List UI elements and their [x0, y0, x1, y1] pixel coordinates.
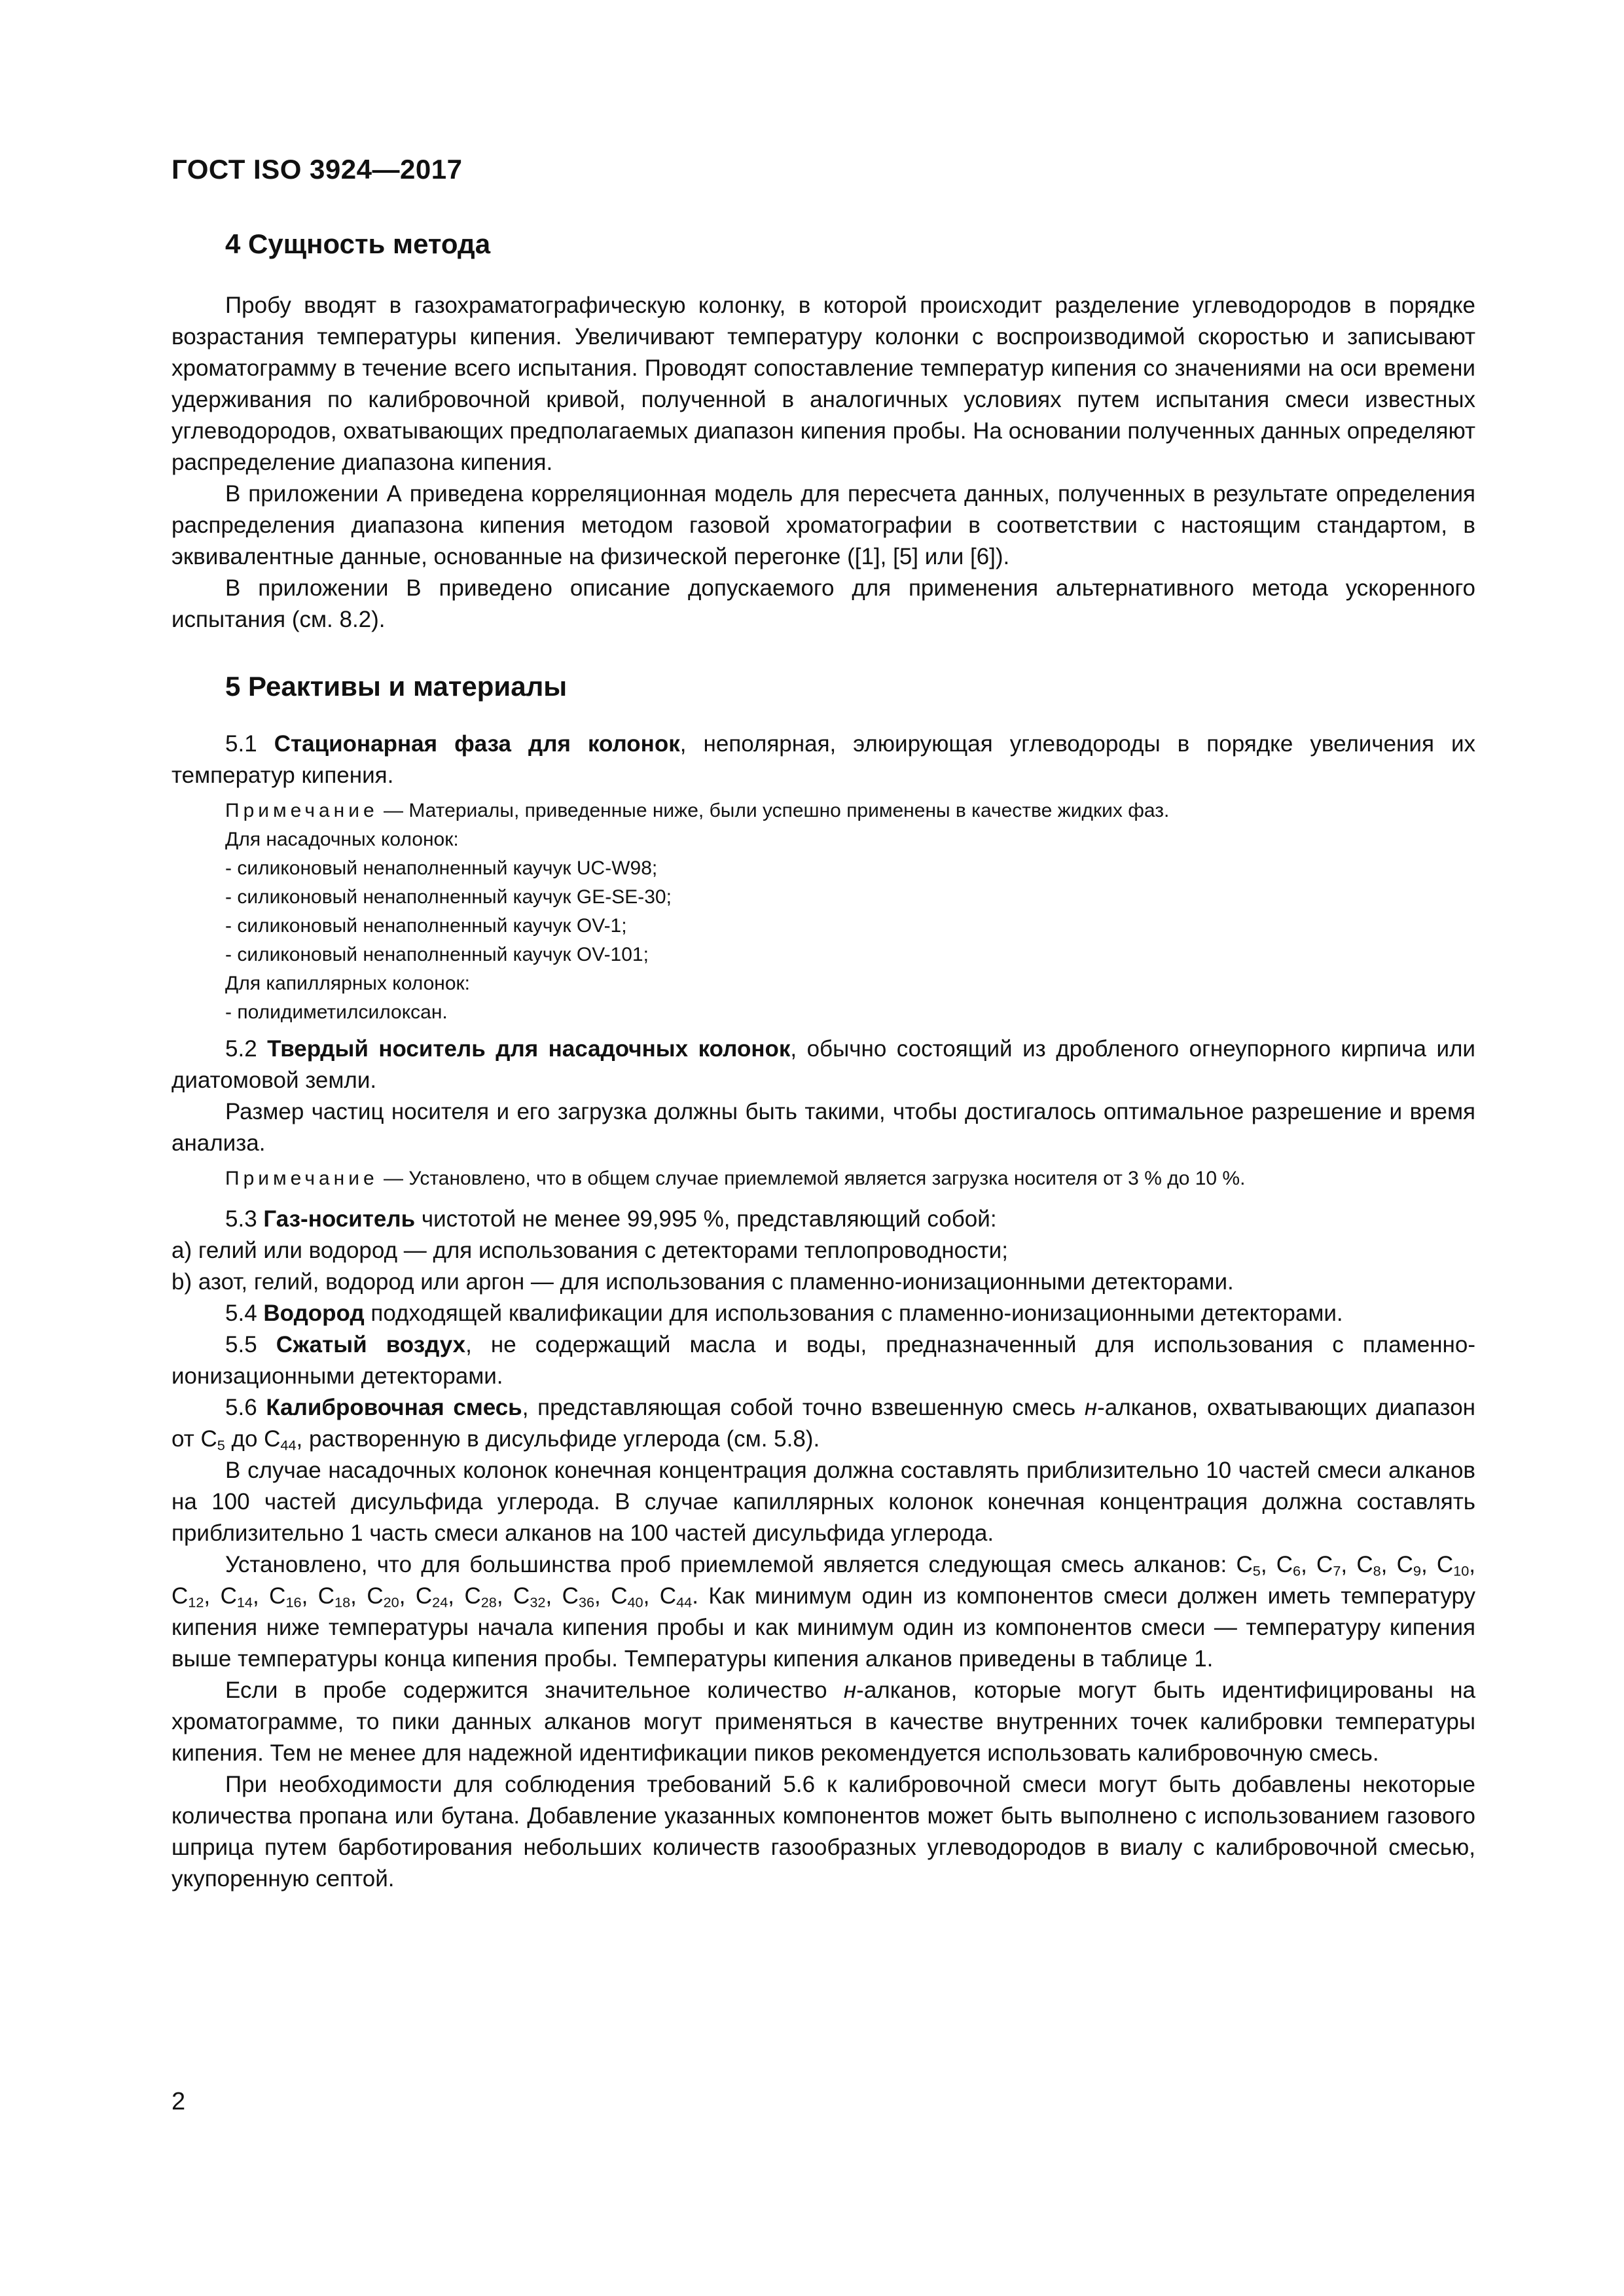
carbon-subscript: 40 [627, 1594, 643, 1611]
carbon-subscript: 28 [480, 1594, 497, 1611]
clause-5-3-item-a: а) гелий или водород — для использования с детекторами теплопроводности; [171, 1238, 1008, 1263]
carbon-subscript: 12 [188, 1594, 204, 1611]
paragraph-text: Если в пробе содержится значительное количество [225, 1677, 844, 1703]
paragraph-text: . Как минимум один из компонентов смеси должен иметь температуру кипения ниже температуры начала кипения пробы и как минимум один из компонентов смеси — температуру кипения выше температуры конца кипения пробы. Температуры кипения алканов приведены в таблице 1. [171, 1583, 1476, 1672]
carbon-subscript: 8 [1373, 1562, 1381, 1579]
document-code: ГОСТ ISO 3924—2017 [171, 154, 463, 185]
carbon-subscript: 7 [1333, 1562, 1341, 1579]
clause-5-6-paragraph-2: В случае насадочных колонок конечная концентрация должна составлять приблизительно 10 частей смеси алканов на 100 частей дисульфида углерода. В случае капиллярных колонок конечная концентрация должна составлять приблизительно 1 часть смеси алканов на 100 частей дисульфида углерода. [171, 1458, 1475, 1546]
clause-text: чистотой не менее 99,995 %, представляющий собой: [415, 1206, 997, 1232]
page-number: 2 [171, 2088, 186, 2115]
alkane-item: $С_{16}$ [269, 1583, 302, 1611]
carbon-subscript: 16 [285, 1594, 302, 1611]
alkane-item: $С_{14}$ [220, 1583, 253, 1611]
alkane-list: $С_5$, $С_6$, $С_7$, $С_8$, $С_9$, $С_{10}$, $С_{12}$, $С_{14}$, $С_{16}$, $С_{18}$, $С_{20}$, $С_{24}$, $С_{28}$, $С_{32}$, $С_{36}$, $С_{40}$, $С_{44}$ [171, 1552, 1476, 1611]
clause-5-3 [171, 1204, 1475, 1235]
carbon-subscript: 10 [1453, 1562, 1470, 1579]
alkane-item: $С_{40}$ [611, 1583, 643, 1611]
carbon-subscript: 14 [236, 1594, 253, 1611]
alkane-item: $С_{10}$ [1436, 1552, 1470, 1579]
alkane-item: $С_{20}$ [367, 1583, 399, 1611]
clause-term: Калибровочная смесь [266, 1395, 522, 1420]
clause-term: Стационарная фаза для колонок [274, 731, 680, 757]
carbon-subscript: 44 [280, 1437, 297, 1454]
clause-text: , не содержащий масла и воды, предназначенный для использования с пламенно-ионизационными детекторами. [171, 1332, 1476, 1389]
clause-term: Водород [263, 1300, 365, 1326]
clause-term: Газ-носитель [263, 1206, 416, 1232]
clause-5-4 [171, 1298, 1475, 1329]
section-4-paragraph-2: В приложении А приведена корреляционная модель для пересчета данных, полученных в результате определения распределения диапазона кипения методом газовой хроматографии в соответствии с настоящим стандартом, в эквивалентные данные, основанные на физической перегонке ([1], [5] или [6]). [171, 481, 1475, 569]
section-5-title: 5 Реактивы и материалы [225, 671, 568, 702]
clause-5-5 [171, 1329, 1475, 1392]
n-prefix: н [1084, 1395, 1098, 1420]
note-label: Примечание [225, 800, 378, 821]
clause-number: 5.6 [225, 1395, 266, 1420]
capillary-item-1: - полидиметилсилоксан. [225, 1001, 448, 1023]
clause-text: , представляющая собой точно взвешенную смесь [522, 1395, 1085, 1420]
note-label: Примечание [225, 1168, 378, 1189]
alkane-item: $С_{44}$ [659, 1583, 693, 1611]
clause-text: , обычно состоящий из дробленого огнеупорного кирпича или диатомовой земли. [171, 1036, 1475, 1093]
carbon-subscript: 24 [432, 1594, 448, 1611]
clause-term: Твердый носитель для насадочных колонок [267, 1036, 791, 1062]
note-5-2 [171, 1164, 1475, 1193]
clause-text: , растворенную в дисульфиде углерода (см. 5.8). [296, 1426, 820, 1452]
alkane-item: $С_{18}$ [317, 1583, 351, 1611]
section-4-title: 4 Сущность метода [225, 228, 491, 259]
carbon-subscript: 32 [530, 1594, 546, 1611]
carbon-subscript: 18 [334, 1594, 351, 1611]
page-content [171, 226, 1475, 1895]
clause-number: 5.3 [225, 1206, 264, 1232]
packed-item-4: - силиконовый ненаполненный каучук OV-101; [225, 944, 649, 965]
alkane-item: $С_6$ [1276, 1552, 1301, 1579]
carbon-subscript: 6 [1293, 1562, 1301, 1579]
packed-item-1: - силиконовый ненаполненный каучук UC-W98; [225, 857, 658, 879]
clause-5-6-paragraph-5: При необходимости для соблюдения требований 5.6 к калибровочной смеси могут быть добавлены некоторые количества пропана или бутана. Добавление указанных компонентов может быть выполнено с использованием газового шприца путем барботирования небольших количеств газообразных углеводородов в виалу с калибровочной смесью, укупоренную септой. [171, 1772, 1475, 1892]
clause-text: подходящей квалификации для использования с пламенно-ионизационными детекторами. [364, 1300, 1343, 1326]
paragraph-text: -алканов, которые могут быть идентифицированы на хроматограмме, то пики данных алканов могут применяться в качестве внутренних точек калибровки температуры кипения. Тем не менее для надежной идентификации пиков рекомендуется использовать калибровочную смесь. [171, 1677, 1475, 1766]
carbon-subscript: 20 [383, 1594, 399, 1611]
clause-number: 5.4 [225, 1300, 264, 1326]
clause-5-2 [171, 1033, 1475, 1096]
packed-columns-label: Для насадочных колонок: [225, 829, 459, 850]
clause-5-2-paragraph-2: Размер частиц носителя и его загрузка должны быть такими, чтобы достигалось оптимальное разрешение и время анализа. [171, 1099, 1475, 1156]
note-text: — Установлено, что в общем случае приемлемой является загрузка носителя от 3 % до 10 %. [378, 1168, 1246, 1189]
n-prefix: н [843, 1677, 857, 1703]
clause-5-6-paragraph-3 [171, 1549, 1475, 1675]
clause-5-1 [171, 728, 1475, 791]
clause-5-3-item-b: b) азот, гелий, водород или аргон — для использования с пламенно-ионизационными детекторами. [171, 1269, 1234, 1295]
clause-5-6-paragraph-4 [171, 1675, 1475, 1769]
alkane-item: $С_5$ [1236, 1552, 1261, 1579]
clause-text: -алканов, охватывающих диапазон от С [171, 1395, 1476, 1452]
clause-text: , неполярная, элюирующая углеводороды в порядке увеличения их температур кипения. [171, 731, 1475, 788]
paragraph-text: Установлено, что для большинства проб приемлемой является следующая смесь алканов: [225, 1552, 1236, 1577]
packed-item-3: - силиконовый ненаполненный каучук OV-1; [225, 915, 627, 937]
clause-number: 5.5 [225, 1332, 276, 1357]
alkane-item: $С_9$ [1396, 1552, 1421, 1579]
carbon-subscript: 5 [217, 1437, 225, 1454]
note-5-1 [171, 797, 1475, 825]
alkane-item: $С_{28}$ [464, 1583, 497, 1611]
section-4-paragraph-1: Пробу вводят в газохраматографическую колонку, в которой происходит разделение углеводородов в порядке возрастания температуры кипения. Увеличивают температуру колонки с воспроизводимой скоростью и записывают хроматограмму в течение всего испытания. Проводят сопоставление температур кипения со значениями на оси времени удерживания по калибровочной кривой, полученной в аналогичных условиях путем испытания смеси известных углеводородов, охватывающих предполагаемых диапазон кипения пробы. На основании полученных данных определяют распределение диапазона кипения. [171, 293, 1475, 475]
clause-text: до С [225, 1426, 281, 1452]
carbon-subscript: 44 [676, 1594, 693, 1611]
alkane-item: $С_{32}$ [513, 1583, 546, 1611]
clause-5-6 [171, 1392, 1475, 1455]
clause-number: 5.1 [225, 731, 274, 757]
clause-term: Сжатый воздух [276, 1332, 466, 1357]
carbon-subscript: 5 [1252, 1562, 1261, 1579]
capillary-columns-label: Для капиллярных колонок: [225, 973, 471, 994]
alkane-item: $С_7$ [1316, 1552, 1341, 1579]
packed-item-2: - силиконовый ненаполненный каучук GE-SE-30; [225, 886, 672, 908]
carbon-subscript: 9 [1413, 1562, 1421, 1579]
clause-number: 5.2 [225, 1036, 268, 1062]
alkane-item: $С_{12}$ [171, 1583, 204, 1611]
section-4-paragraph-3: В приложении В приведено описание допускаемого для применения альтернативного метода ускоренного испытания (см. 8.2). [171, 575, 1475, 632]
carbon-subscript: 36 [578, 1594, 595, 1611]
alkane-item: $С_8$ [1356, 1552, 1381, 1579]
alkane-item: $С_{24}$ [415, 1583, 448, 1611]
alkane-item: $С_{36}$ [562, 1583, 595, 1611]
note-text: — Материалы, приведенные ниже, были успешно применены в качестве жидких фаз. [378, 800, 1170, 821]
